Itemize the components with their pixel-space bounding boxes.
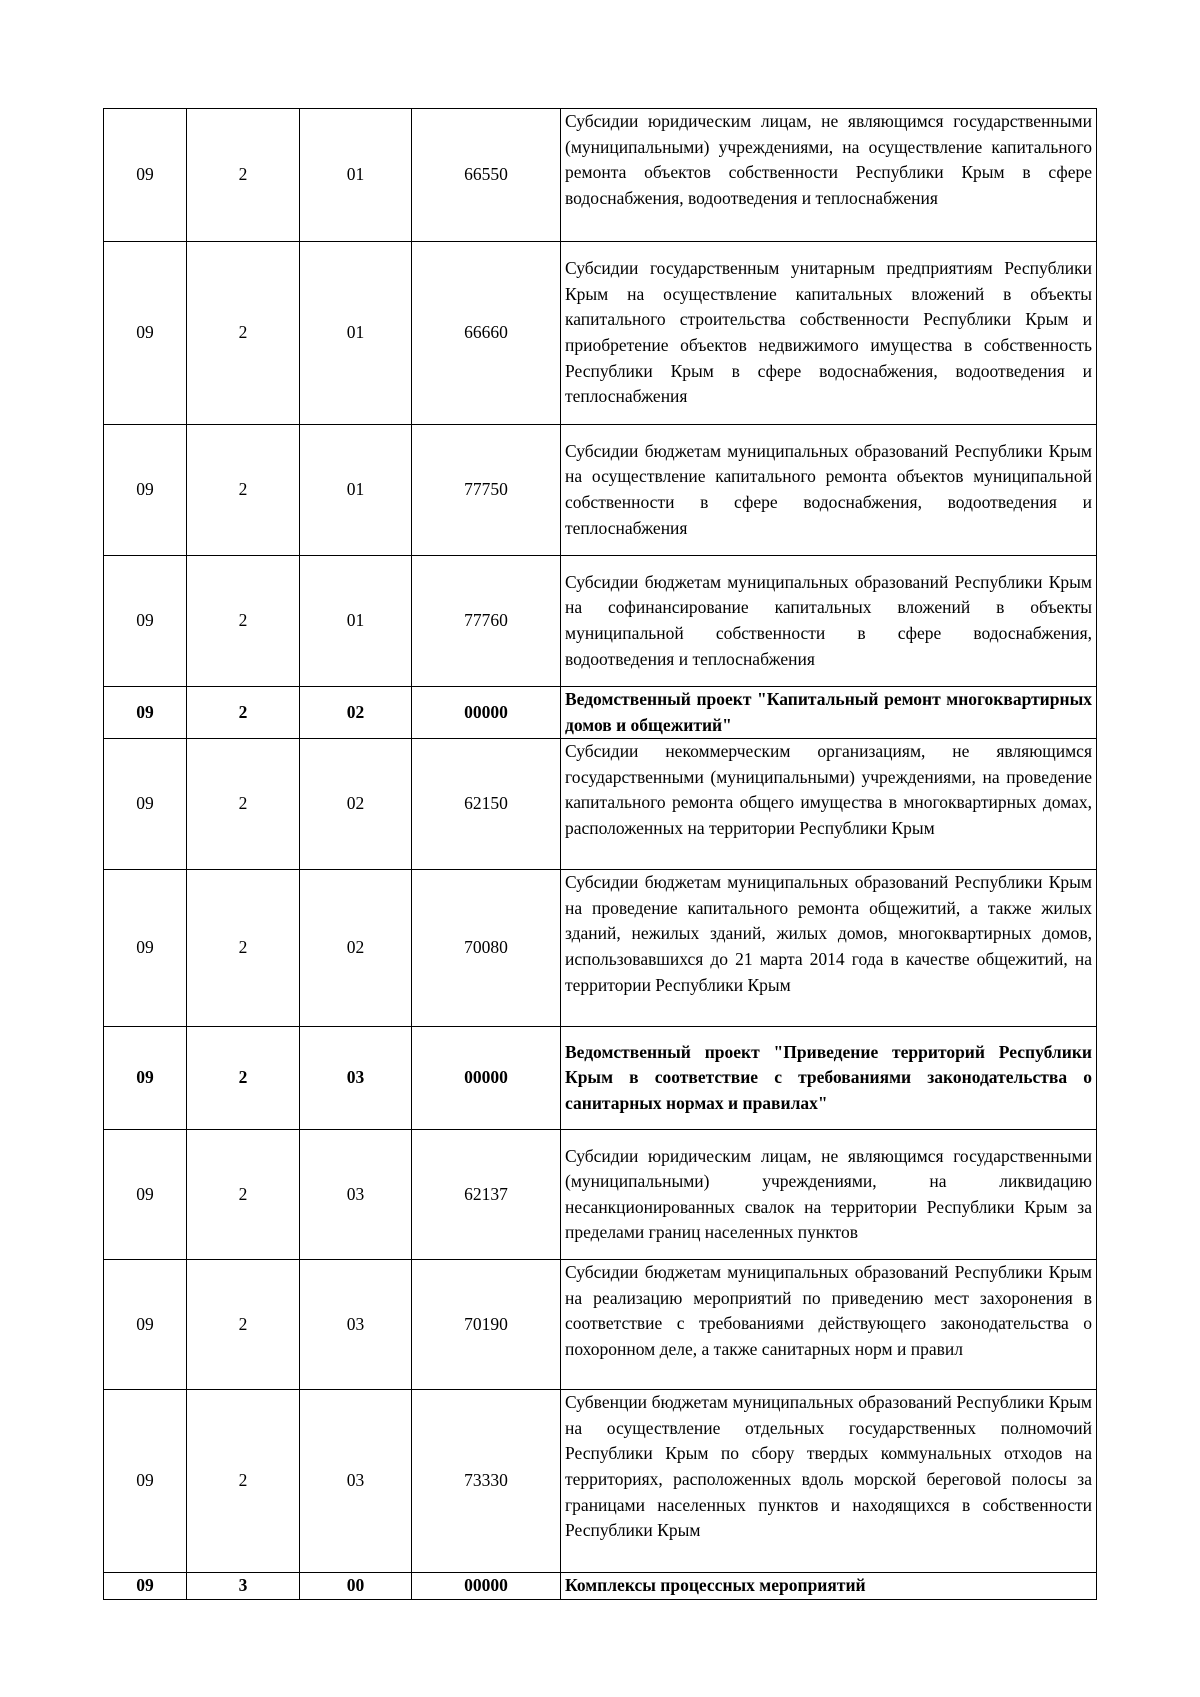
row-description: Субсидии бюджетам муниципальных образований Республики Крым на проведение капитального ремонта общежитий, а также жилых зданий, нежилых зданий, жилых домов, многоквартирных домов, использовавшихся до 21 марта 2014 года в качестве общежитий, на территории Республики Крым [561,870,1097,1027]
row-description: Ведомственный проект "Капитальный ремонт многоквартирных домов и общежитий" [561,687,1097,739]
budget-classification-table [103,108,1097,1600]
subprogram-code: 2 [187,1390,300,1573]
table-row-project-header [104,687,1097,739]
table-row [104,109,1097,242]
row-description: Комплексы процессных мероприятий [561,1573,1097,1600]
subprogram-code: 2 [187,1027,300,1130]
program-code: 09 [104,739,187,870]
program-code: 09 [104,687,187,739]
direction-code: 62150 [412,739,561,870]
program-code: 09 [104,425,187,556]
table-row [104,242,1097,425]
table-row-section-header [104,1573,1097,1600]
direction-code: 00000 [412,1573,561,1600]
project-code: 03 [300,1130,412,1260]
project-code: 01 [300,556,412,687]
project-code: 03 [300,1260,412,1390]
program-code: 09 [104,870,187,1027]
row-description: Субсидии государственным унитарным предприятиям Республики Крым на осуществление капитальных вложений в объекты капитального строительства собственности Республики Крым и приобретение объектов недвижимого имущества в собственность Республики Крым в сфере водоснабжения, водоотведения и теплоснабжения [561,242,1097,425]
direction-code: 70190 [412,1260,561,1390]
subprogram-code: 2 [187,1130,300,1260]
direction-code: 70080 [412,870,561,1027]
program-code: 09 [104,242,187,425]
row-description: Субсидии бюджетам муниципальных образований Республики Крым на осуществление капитального ремонта объектов муниципальной собственности в сфере водоснабжения, водоотведения и теплоснабжения [561,425,1097,556]
table-row [104,1260,1097,1390]
direction-code: 62137 [412,1130,561,1260]
subprogram-code: 2 [187,242,300,425]
project-code: 03 [300,1027,412,1130]
project-code: 02 [300,870,412,1027]
subprogram-code: 2 [187,556,300,687]
direction-code: 77760 [412,556,561,687]
program-code: 09 [104,1027,187,1130]
program-code: 09 [104,556,187,687]
row-description: Субсидии юридическим лицам, не являющимся государственными (муниципальными) учреждениями, на осуществление капитального ремонта объектов собственности Республики Крым в сфере водоснабжения, водоотведения и теплоснабжения [561,109,1097,242]
row-description: Субвенции бюджетам муниципальных образований Республики Крым на осуществление отдельных государственных полномочий Республики Крым по сбору твердых коммунальных отходов на территориях, расположенных вдоль морской береговой полосы за границами населенных пунктов и находящихся в собственности Республики Крым [561,1390,1097,1573]
subprogram-code: 2 [187,109,300,242]
project-code: 02 [300,687,412,739]
program-code: 09 [104,1260,187,1390]
direction-code: 00000 [412,687,561,739]
row-description: Субсидии бюджетам муниципальных образований Республики Крым на реализацию мероприятий по приведению мест захоронения в соответствие с требованиями действующего законодательства о похоронном деле, а также санитарных норм и правил [561,1260,1097,1390]
table-row [104,1130,1097,1260]
direction-code: 66660 [412,242,561,425]
table-row [104,425,1097,556]
direction-code: 73330 [412,1390,561,1573]
subprogram-code: 2 [187,425,300,556]
program-code: 09 [104,1130,187,1260]
table-row [104,739,1097,870]
row-description: Субсидии юридическим лицам, не являющимся государственными (муниципальными) учреждениями, на ликвидацию несанкционированных свалок на территории Республики Крым за пределами границ населенных пунктов [561,1130,1097,1260]
row-description: Субсидии некоммерческим организациям, не являющимся государственными (муниципальными) учреждениями, на проведение капитального ремонта общего имущества в многоквартирных домах, расположенных на территории Республики Крым [561,739,1097,870]
table-row [104,870,1097,1027]
subprogram-code: 2 [187,870,300,1027]
project-code: 02 [300,739,412,870]
subprogram-code: 2 [187,739,300,870]
table-row-project-header [104,1027,1097,1130]
row-description: Ведомственный проект "Приведение территорий Республики Крым в соответствие с требованиями законодательства о санитарных нормах и правилах" [561,1027,1097,1130]
direction-code: 00000 [412,1027,561,1130]
subprogram-code: 2 [187,687,300,739]
table-row [104,1390,1097,1573]
program-code: 09 [104,1390,187,1573]
project-code: 03 [300,1390,412,1573]
row-description: Субсидии бюджетам муниципальных образований Республики Крым на софинансирование капитальных вложений в объекты муниципальной собственности в сфере водоснабжения, водоотведения и теплоснабжения [561,556,1097,687]
project-code: 01 [300,109,412,242]
direction-code: 66550 [412,109,561,242]
direction-code: 77750 [412,425,561,556]
subprogram-code: 2 [187,1260,300,1390]
project-code: 01 [300,242,412,425]
table-row [104,556,1097,687]
program-code: 09 [104,109,187,242]
project-code: 01 [300,425,412,556]
program-code: 09 [104,1573,187,1600]
project-code: 00 [300,1573,412,1600]
subprogram-code: 3 [187,1573,300,1600]
